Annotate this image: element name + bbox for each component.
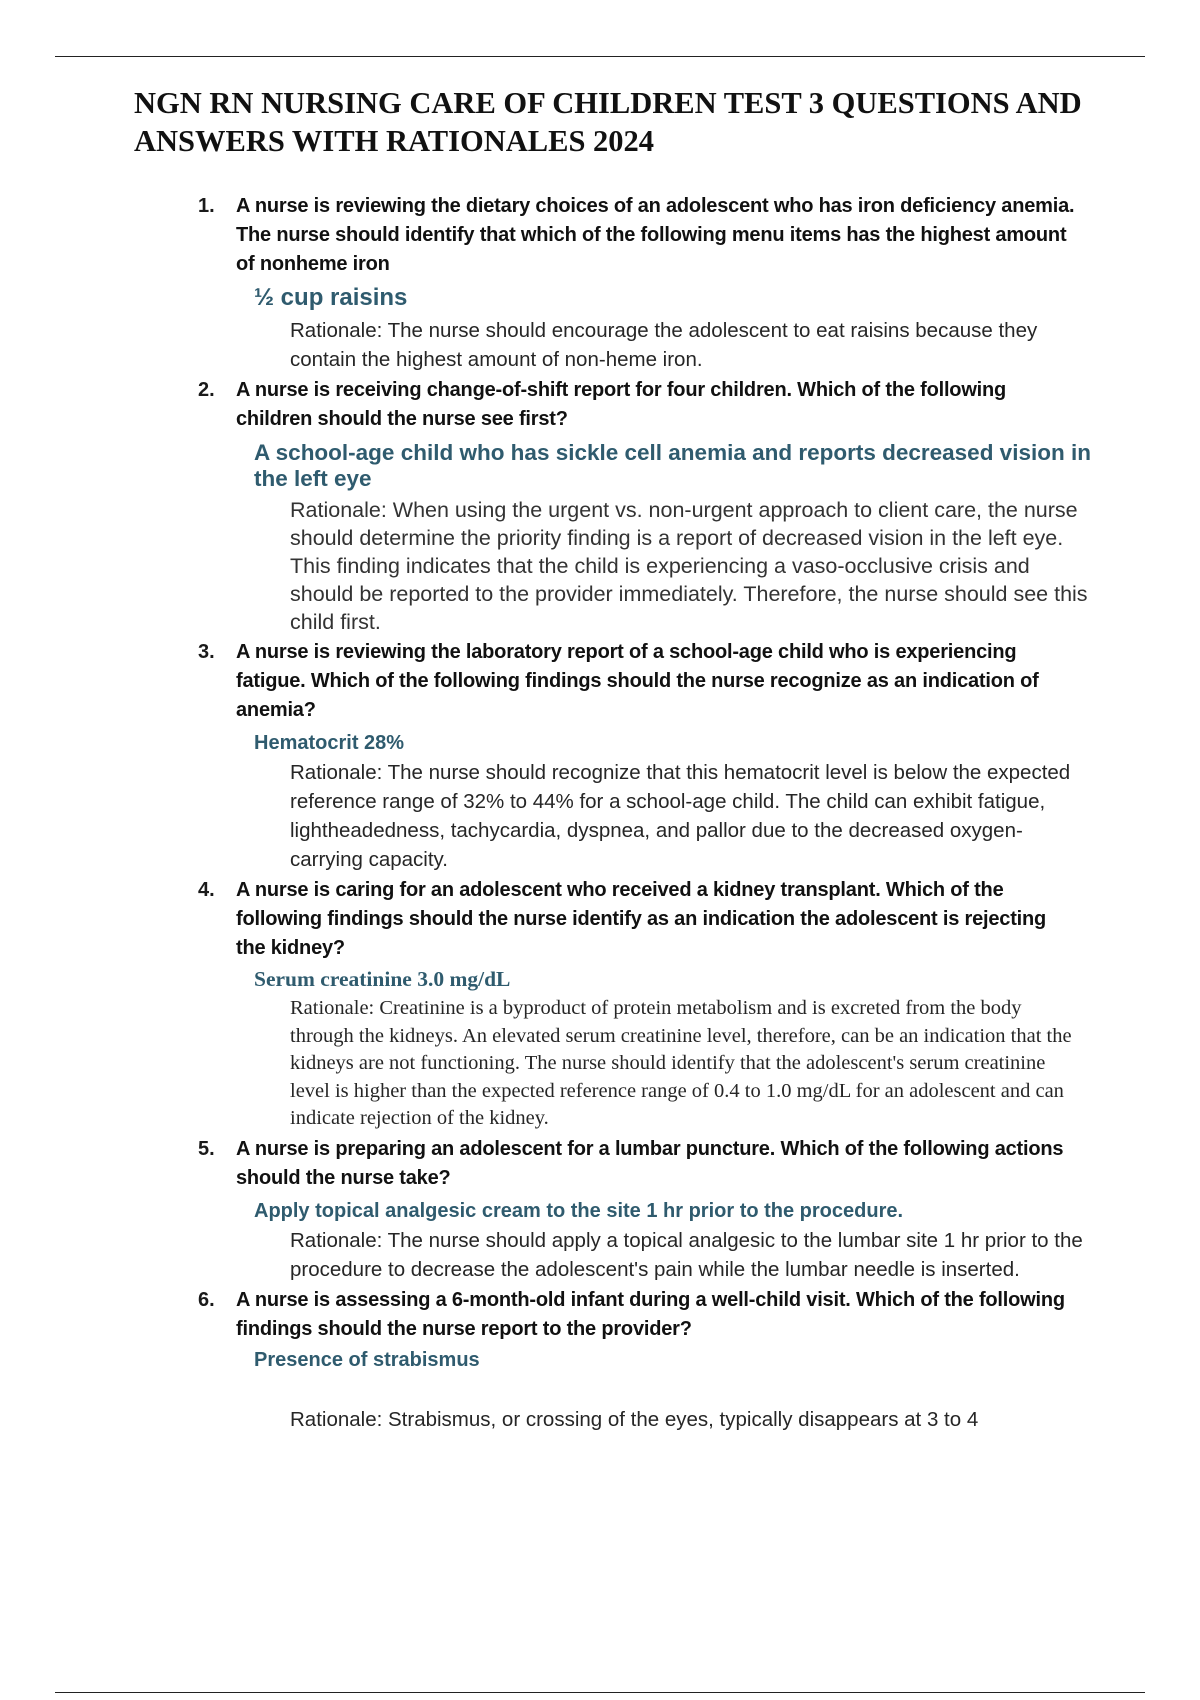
answer-text: Hematocrit 28% bbox=[254, 732, 405, 754]
rationale-text: Rationale: When using the urgent vs. non-urgent approach to client care, the nurse should determine the priority finding is a report of decreased vision in the left eye. This finding indicates that the child is experiencing a vaso-occlusive crisis and should be reported to the provider immediately. Therefore, the nurse should see this child first. bbox=[290, 498, 1088, 634]
question-list bbox=[0, 192, 1200, 1434]
rationale-text: Rationale: Creatinine is a byproduct of protein metabolism and is excreted from the body through the kidneys. An elevated serum creatinine level, therefore, can be an indication that the kidneys are not functioning. The nurse should identify that the adolescent's serum creatinine level is higher than the expected reference range of 0.4 to 1.0 mg/dL for an adolescent and can indicate rejection of the kidney. bbox=[290, 997, 1072, 1129]
footer-rule bbox=[55, 1692, 1145, 1693]
rationale-text: Rationale: Strabismus, or crossing of the eyes, typically disappears at 3 to 4 bbox=[290, 1407, 979, 1431]
question-text: A nurse is reviewing the dietary choices of an adolescent who has iron deficiency anemia. The nurse should identify that which of the following menu items has the highest amount of nonheme iron bbox=[236, 195, 1075, 275]
question-text: A nurse is receiving change-of-shift report for four children. Which of the following children should the nurse see first? bbox=[236, 379, 1007, 430]
answer-text: A school-age child who has sickle cell anemia and reports decreased vision in the left eye bbox=[254, 440, 1091, 491]
question-number: 1. bbox=[198, 195, 215, 217]
question-item-3 bbox=[0, 638, 1200, 874]
question-number: 3. bbox=[198, 641, 215, 663]
question-text: A nurse is preparing an adolescent for a lumbar puncture. Which of the following actions should the nurse take? bbox=[236, 1137, 1064, 1189]
document-title: NGN RN NURSING CARE OF CHILDREN TEST 3 QUESTIONS AND ANSWERS WITH RATIONALES 2024 bbox=[134, 86, 1082, 158]
question-text: A nurse is reviewing the laboratory report of a school-age child who is experiencing fatigue. Which of the following findings should the nurse recognize as an indication of anemia? bbox=[236, 641, 1039, 721]
question-text: A nurse is assessing a 6-month-old infant during a well-child visit. Which of the following findings should the nurse report to the provider? bbox=[236, 1288, 1065, 1340]
question-item-6 bbox=[0, 1286, 1200, 1434]
question-number: 6. bbox=[198, 1288, 215, 1311]
rationale-text: Rationale: The nurse should apply a topical analgesic to the lumbar site 1 hr prior to the procedure to decrease the adolescent's pain while the lumbar needle is inserted. bbox=[290, 1228, 1083, 1281]
answer-text: Serum creatinine 3.0 mg/dL bbox=[254, 967, 511, 991]
answer-text: Presence of strabismus bbox=[254, 1348, 480, 1371]
answer-text: ½ cup raisins bbox=[254, 284, 408, 311]
question-item-4 bbox=[0, 876, 1200, 1133]
question-item-1 bbox=[0, 192, 1200, 374]
question-text: A nurse is caring for an adolescent who received a kidney transplant. Which of the following findings should the nurse identify as an indication the adolescent is rejecting the kidney? bbox=[236, 879, 1047, 959]
rationale-text: Rationale: The nurse should encourage the adolescent to eat raisins because they contain the highest amount of non-heme iron. bbox=[290, 319, 1038, 371]
header-rule bbox=[55, 56, 1145, 57]
question-item-2 bbox=[0, 376, 1200, 636]
answer-text: Apply topical analgesic cream to the site 1 hr prior to the procedure. bbox=[254, 1199, 904, 1222]
question-number: 5. bbox=[198, 1137, 215, 1160]
question-number: 4. bbox=[198, 879, 215, 901]
question-number: 2. bbox=[198, 379, 215, 401]
rationale-text: Rationale: The nurse should recognize that this hematocrit level is below the expected reference range of 32% to 44% for a school-age child. The child can exhibit fatigue, lightheadedness, tachycardia, dyspnea, and pallor due to the decreased oxygen-carrying capacity. bbox=[290, 761, 1071, 871]
question-item-5 bbox=[0, 1135, 1200, 1284]
